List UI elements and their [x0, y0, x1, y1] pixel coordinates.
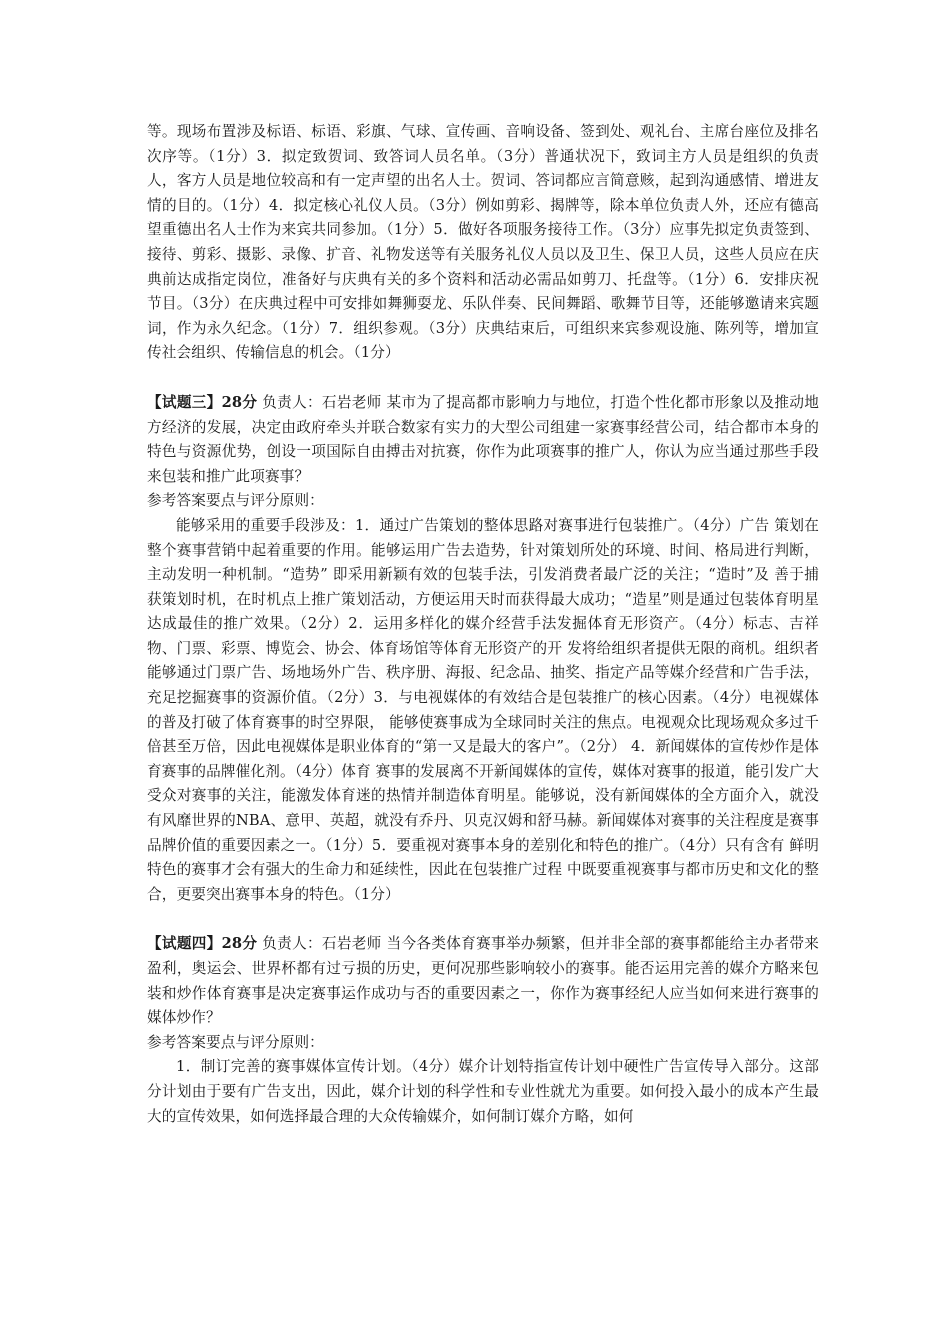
question-4-answer: 1．制订完善的赛事媒体宣传计划。（4分）媒介计划特指宣传计划中硬性广告宣传导入部分。这部分计划由于要有广告支出，因此，媒介计划的科学性和专业性就尤为重要。如何投入最小的成本产生最大的宣传效果，如何选择最合理的大众传输媒介，如何制订媒介方略，如何: [147, 1058, 819, 1125]
question-3-text: 负责人：石岩老师 某市为了提高都市影响力与地位，打造个性化都市形象以及推动地方经济的发展，决定由政府牵头并联合数家有实力的大型公司组建一家赛事经营公司，结合都市本身的特色与资源优势，创设一项国际自由搏击对抗赛，你作为此项赛事的推广人，你认为应当通过那些手段来包装和推广此项赛事？: [147, 393, 819, 485]
question-3-answer-header: 参考答案要点与评分原则：: [147, 492, 324, 510]
question-4-text: 负责人：石岩老师 当今各类体育赛事举办频繁，但并非全部的赛事都能给主办者带来盈利，奥运会、世界杯都有过亏损的历史，更何况那些影响较小的赛事。能否运用完善的媒介方略来包装和炒作体育赛事是决定赛事运作成功与否的重要因素之一，你作为赛事经纪人应当如何来进行赛事的媒体炒作？: [147, 935, 819, 1027]
question-3: [147, 391, 819, 489]
paragraph-ceremony-continued: 等。现场布置涉及标语、标语、彩旗、气球、宣传画、音响设备、签到处、观礼台、主席台座位及排名次序等。（1分）3．拟定致贺词、致答词人员名单。（3分）普通状况下，致词主方人员是组织的负责人，客方人员是地位较高和有一定声望的出名人士。贺词、答词都应言简意赅，起到沟通感情、增进友情的目的。（1分）4．拟定核心礼仪人员。（3分）例如剪彩、揭牌等，除本单位负责人外，还应有德高望重德出名人士作为来宾共同参加。（1分）5．做好各项服务接待工作。（3分）应事先拟定负责签到、接待、剪彩、摄影、录像、扩音、礼物发送等有关服务礼仪人员以及卫生、保卫人员，这些人员应在庆典前达成指定岗位，准备好与庆典有关的多个资料和活动必需品如剪刀、托盘等。（1分）6．安排庆祝节目。（3分）在庆典过程中可安排如舞狮耍龙、乐队伴奏、民间舞蹈、歌舞节目等，还能够邀请来宾题词，作为永久纪念。（1分）7．组织参观。（3分）庆典结束后，可组织来宾参观设施、陈列等，增加宣传社会组织、传输信息的机会。（1分）: [147, 123, 819, 362]
question-4: [147, 932, 819, 1030]
paragraph-gap: [147, 366, 819, 391]
question-4-answer-header: 参考答案要点与评分原则：: [147, 1033, 324, 1051]
question-3-answer: 能够采用的重要手段涉及：1．通过广告策划的整体思路对赛事进行包装推广。（4分）广告 策划在整个赛事营销中起着重要的作用。能够运用广告去造势，针对策划所处的环境、时间、格局进行判断，主动发明一种机制。“造势” 即采用新颖有效的包装手法，引发消费者最广泛的关注；“造时”及 善于捕获策划时机，在时机点上推广策划活动，方便运用天时而获得最大成功；“造星”则是通过包装体育明星达成最佳的推广效果。（2分）2．运用多样化的媒介经营手法发掘体育无形资产。（4分）标志、吉祥物、门票、彩票、博览会、协会、体育场馆等体育无形资产的开 发将给组织者提供无限的商机。组织者能够通过门票广告、场地场外广告、秩序册、海报、纪念品、抽奖、指定产品等媒介经营和广告手法，充足挖掘赛事的资源价值。（2分）3．与电视媒体的有效结合是包装推广的核心因素。（4分）电视媒体的普及打破了体育赛事的时空界限， 能够使赛事成为全球同时关注的焦点。电视观众比现场观众多过千倍甚至万倍，因此电视媒体是职业体育的“第一又是最大的客户”。（2分） 4．新闻媒体的宣传炒作是体育赛事的品牌催化剂。（4分）体育 赛事的发展离不开新闻媒体的宣传，媒体对赛事的报道，能引发广大受众对赛事的关注，能激发体育迷的热情并制造体育明星。能够说，没有新闻媒体的全方面介入，就没有风靡世界的NBA、意甲、英超，就没有乔丹、贝克汉姆和舒马赫。新闻媒体对赛事的关注程度是赛事品牌价值的重要因素之一。（1分）5．要重视对赛事本身的差别化和特色的推广。（4分）只有含有 鲜明特色的赛事才会有强大的生命力和延续性，因此在包装推广过程 中既要重视赛事与都市历史和文化的整合，更要突出赛事本身的特色。（1分）: [147, 516, 819, 903]
paragraph-gap: [147, 907, 819, 932]
question-3-label: 【试题三】28分: [147, 393, 258, 411]
document-page: [147, 120, 819, 1129]
question-4-label: 【试题四】28分: [147, 935, 258, 953]
